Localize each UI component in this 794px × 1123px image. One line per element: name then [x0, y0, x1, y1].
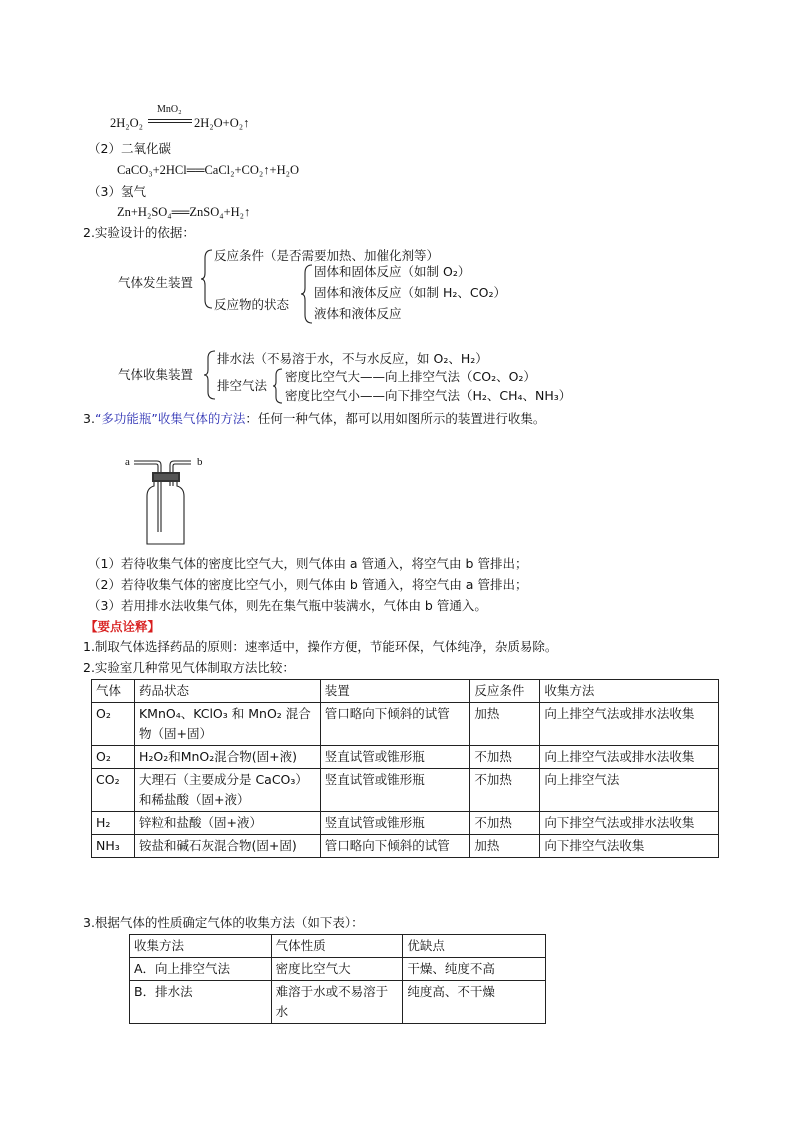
key-points-heading: 【要点诠释】 [85, 619, 161, 634]
solid-solid: 固体和固体反应（如制 O₂） [314, 264, 471, 279]
lighter-than-air: 密度比空气小——向下排空气法（H₂、CH₄、NH₃） [285, 388, 572, 403]
brace-generator [200, 248, 214, 310]
tube-label-b: b [197, 456, 203, 468]
co2-heading: （2）二氧化碳 [88, 141, 171, 156]
reactant-state-label: 反应物的状态 [214, 297, 290, 312]
table-row [92, 703, 719, 746]
table-header: 装置 [320, 680, 470, 703]
table-cell: 不加热 [470, 812, 540, 835]
table-cell: H₂O₂和MnO₂混合物(固+液) [134, 746, 320, 769]
table-header-row [130, 935, 546, 958]
table-cell: CO₂ [92, 769, 135, 812]
h2o2-catalyst: MnO₂ [157, 104, 182, 115]
table-cell: A．向上排空气法 [130, 958, 272, 981]
method-item-3: （3）若用排水法收集气体，则先在集气瓶中装满水，气体由 b 管通入。 [88, 598, 487, 613]
table-cell: 竖直试管或锥形瓶 [320, 812, 470, 835]
table-cell: 纯度高、不干燥 [403, 981, 546, 1024]
table-cell: 加热 [470, 835, 540, 858]
table-header: 气体性质 [271, 935, 403, 958]
table-cell: 干燥、纯度不高 [403, 958, 546, 981]
table-cell: 竖直试管或锥形瓶 [320, 769, 470, 812]
table-cell: KMnO₄、KClO₃ 和 MnO₂ 混合物（固+固） [134, 703, 320, 746]
table-cell: 铵盐和碱石灰混合物(固+固) [134, 835, 320, 858]
collection-method-table [129, 934, 546, 1024]
table-header-row [92, 680, 719, 703]
table-header: 收集方法 [540, 680, 719, 703]
brace-collector [203, 349, 217, 401]
table-cell: B．排水法 [130, 981, 272, 1024]
table-cell: 管口略向下倾斜的试管 [320, 835, 470, 858]
table-header: 反应条件 [470, 680, 540, 703]
denser-than-air: 密度比空气大——向上排空气法（CO₂、O₂） [285, 369, 536, 384]
table-cell: 管口略向下倾斜的试管 [320, 703, 470, 746]
table-cell: 不加热 [470, 769, 540, 812]
liquid-liquid: 液体和液体反应 [314, 306, 402, 321]
key-point-3: 3.根据气体的性质确定气体的收集方法（如下表）： [83, 915, 364, 930]
table-cell: 加热 [470, 703, 540, 746]
section3-rest: ：任何一种气体，都可以用如图所示的装置进行收集。 [245, 411, 546, 426]
table-cell: 向上排空气法或排水法收集 [540, 746, 719, 769]
table-row [92, 769, 719, 812]
table-cell: 密度比空气大 [271, 958, 403, 981]
section3-title: “多功能瓶”收集气体的方法 [94, 411, 246, 426]
table-cell: 不加热 [470, 746, 540, 769]
table-row [130, 981, 546, 1024]
table-cell: 向上排空气法 [540, 769, 719, 812]
method-item-2: （2）若待收集气体的密度比空气小，则气体由 b 管通入，将空气由 a 管排出； [88, 577, 528, 592]
tube-label-a: a [125, 456, 130, 468]
water-method: 排水法（不易溶于水，不与水反应，如 O₂、H₂） [217, 351, 488, 366]
key-point-2: 2.实验室几种常见气体制取方法比较： [83, 660, 295, 675]
section2-heading: 2.实验设计的依据： [83, 225, 195, 240]
solid-liquid: 固体和液体反应（如制 H₂、CO₂） [314, 285, 506, 300]
brace-air [272, 367, 284, 405]
equation-double-line [148, 119, 192, 120]
section3-heading [83, 411, 545, 427]
table-cell: NH₃ [92, 835, 135, 858]
table-cell: 向下排空气法收集 [540, 835, 719, 858]
table-cell: 竖直试管或锥形瓶 [320, 746, 470, 769]
table-cell: O₂ [92, 703, 135, 746]
table-cell: 难溶于水或不易溶于水 [271, 981, 403, 1024]
h2-equation: Zn+H₂SO₄══ZnSO₄+H₂↑ [117, 205, 251, 219]
collector-label: 气体收集装置 [118, 367, 194, 382]
table-row [92, 835, 719, 858]
key-point-1: 1.制取气体选择药品的原则：速率适中，操作方便，节能环保，气体纯净，杂质易除。 [83, 639, 558, 654]
table-cell: 向上排空气法或排水法收集 [540, 703, 719, 746]
air-method-label: 排空气法 [217, 378, 268, 393]
table-cell: O₂ [92, 746, 135, 769]
table-row [130, 958, 546, 981]
table-cell: 向下排空气法或排水法收集 [540, 812, 719, 835]
h2o2-lhs: 2H₂O₂ [110, 116, 144, 130]
h2-heading: （3）氢气 [88, 184, 146, 199]
co2-equation: CaCO₃+2HCl══CaCl₂+CO₂↑+H₂O [117, 163, 299, 177]
table-header: 气体 [92, 680, 135, 703]
table-header: 药品状态 [134, 680, 320, 703]
reaction-condition: 反应条件（是否需要加热、加催化剂等） [214, 248, 440, 263]
table-cell: 大理石（主要成分是 CaCO₃）和稀盐酸（固+液） [134, 769, 320, 812]
method-item-1: （1）若待收集气体的密度比空气大，则气体由 a 管通入，将空气由 b 管排出； [88, 556, 528, 571]
section3-num: 3. [83, 411, 95, 426]
table-header: 优缺点 [403, 935, 546, 958]
table-cell: 锌粒和盐酸（固+液） [134, 812, 320, 835]
table-cell: H₂ [92, 812, 135, 835]
multifunction-bottle-diagram [120, 448, 212, 548]
h2o2-rhs: 2H₂O+O₂↑ [194, 116, 250, 130]
table-header: 收集方法 [130, 935, 272, 958]
generator-label: 气体发生装置 [118, 275, 194, 290]
gas-preparation-table [91, 679, 719, 858]
table-row [92, 812, 719, 835]
table-row [92, 746, 719, 769]
equation-double-line [148, 122, 192, 123]
brace-state [300, 263, 314, 325]
